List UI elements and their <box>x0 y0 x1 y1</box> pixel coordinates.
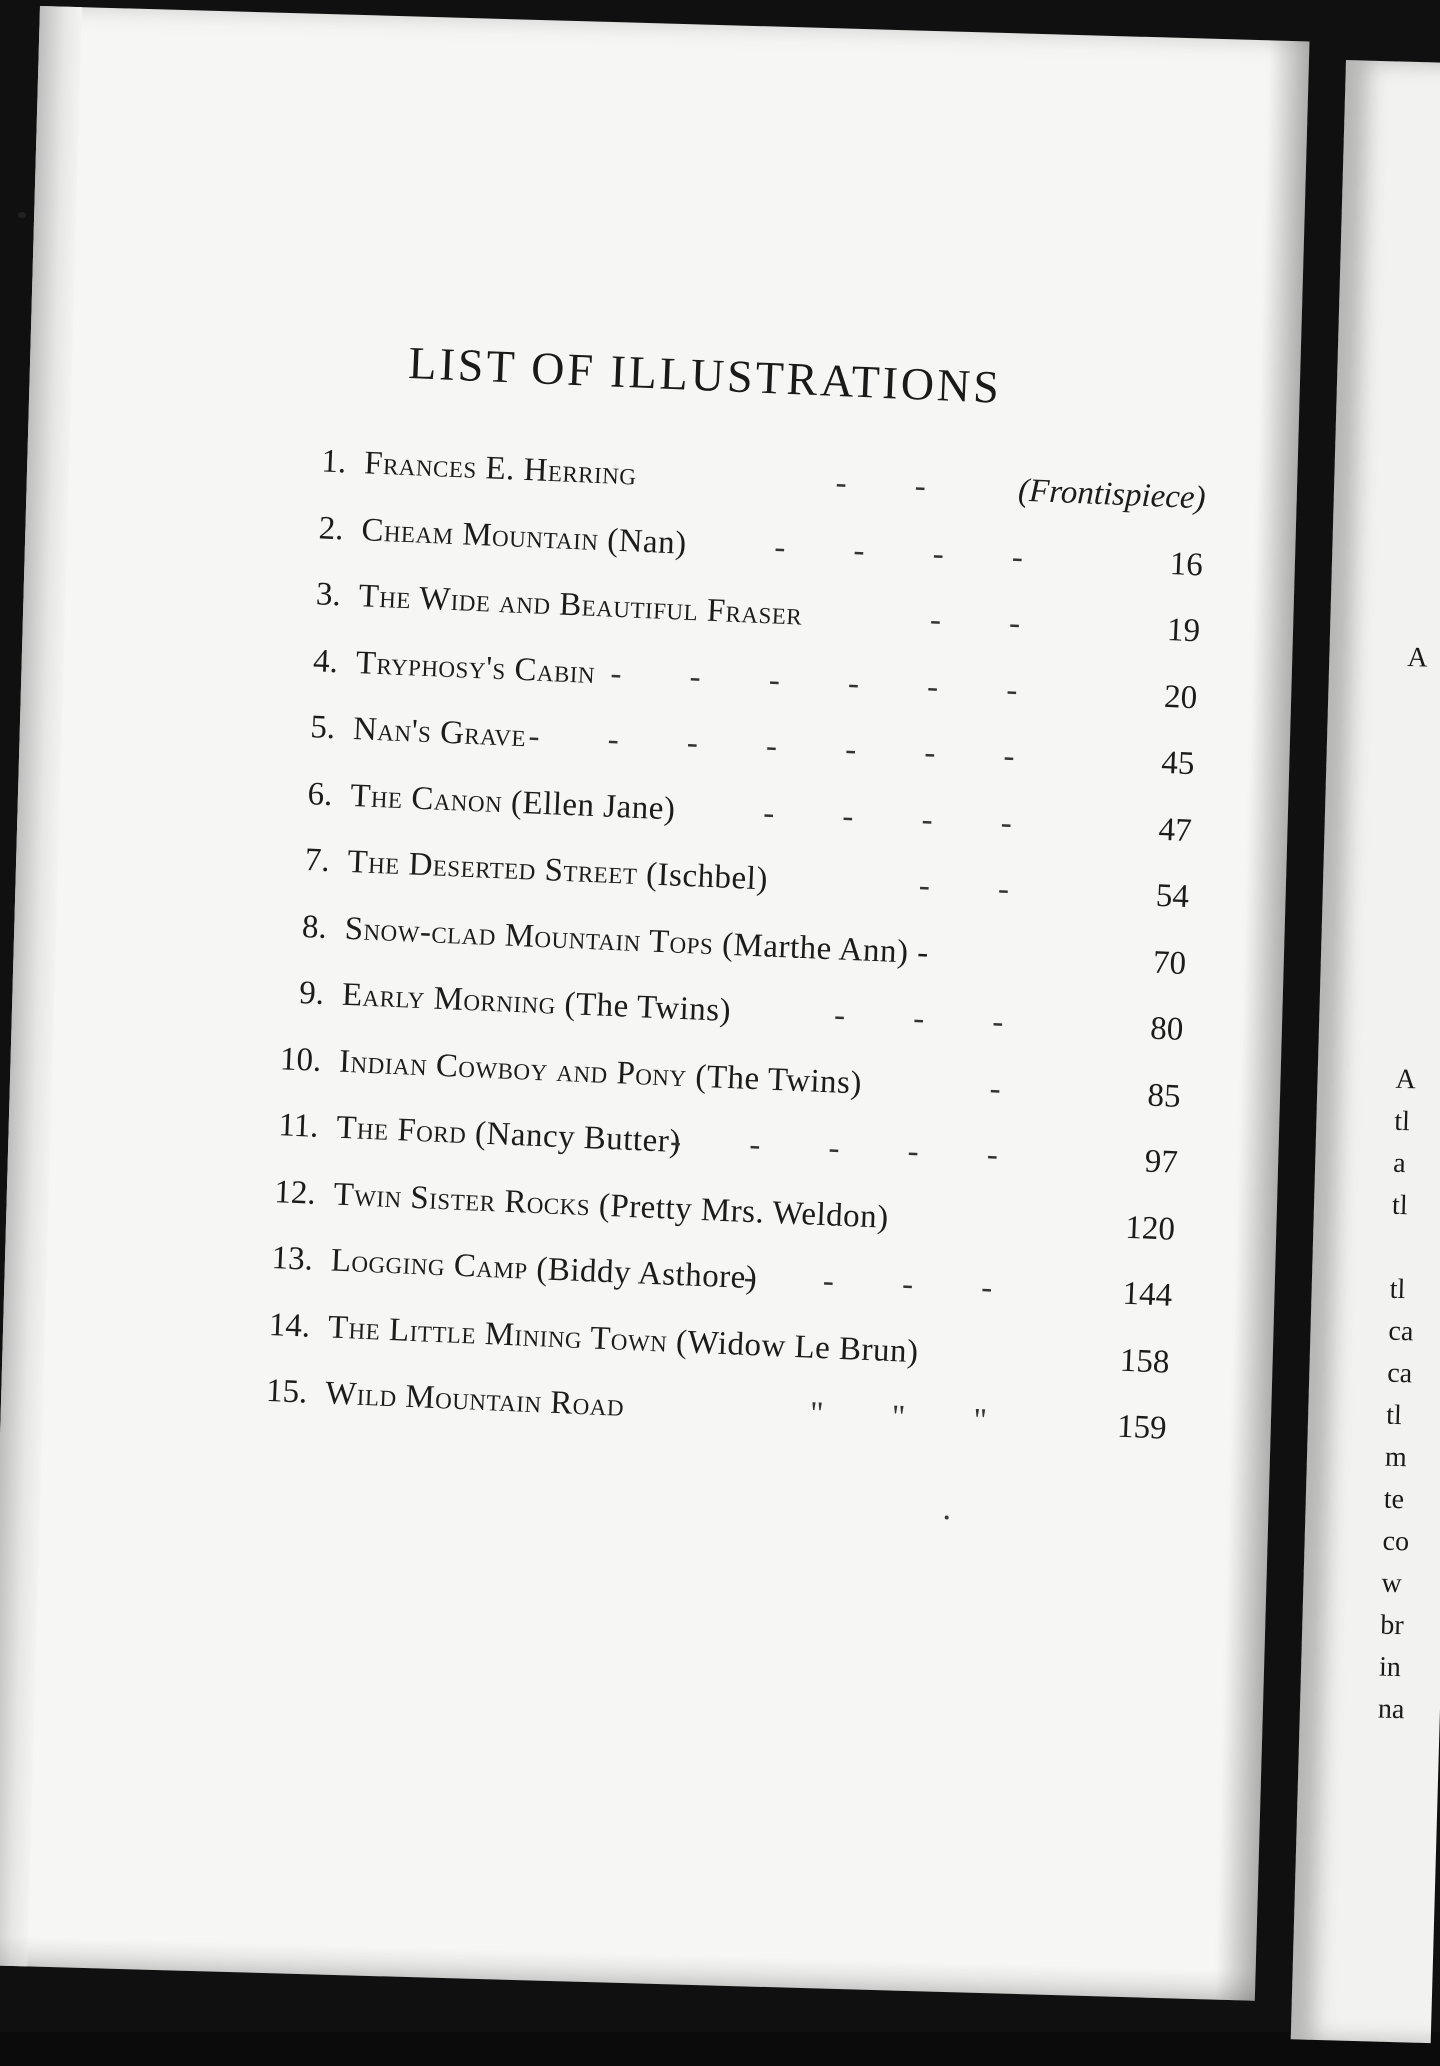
entry-subtitle: (The Twins) <box>563 986 732 1030</box>
entry-title-text: Nan's Grave <box>352 710 527 755</box>
entry-page-number: 120 <box>1124 1209 1176 1248</box>
facing-line: in <box>1378 1651 1402 1684</box>
entry-number: 5. <box>309 709 336 747</box>
entry-page-number: 158 <box>1119 1342 1171 1381</box>
entry-subtitle: (Pretty Mrs. Weldon) <box>598 1187 890 1236</box>
facing-line: m <box>1384 1441 1408 1474</box>
facing-line: w <box>1381 1567 1403 1600</box>
entry-leader: - - <box>918 867 1040 909</box>
page-title: LIST OF ILLUSTRATIONS <box>407 336 1003 413</box>
entry-number: 3. <box>315 576 342 614</box>
entry-number: 1. <box>320 443 348 481</box>
facing-line: tl <box>1393 1105 1411 1138</box>
entry-leader: - - - - - - <box>609 655 1049 710</box>
entry-leader: - - - - <box>743 1259 1024 1308</box>
facing-line: A <box>1395 1063 1417 1096</box>
entry-title-text: Tryphosy's Cabin <box>355 644 596 691</box>
entry-title-text: Frances E. Herring <box>363 445 638 493</box>
facing-line: ca <box>1388 1315 1414 1348</box>
entry-subtitle: (Ellen Jane) <box>510 784 677 828</box>
entry-title-text: The Canon <box>349 777 504 820</box>
entry-subtitle: (Biddy Asthore) <box>535 1251 759 1297</box>
entry-page-number: 159 <box>1116 1408 1168 1447</box>
entry-number: 10. <box>279 1040 323 1079</box>
entry-subtitle: (Widow Le Brun) <box>675 1323 920 1370</box>
entry-subtitle: (The Twins) <box>694 1058 863 1102</box>
entry-number: 2. <box>318 509 345 547</box>
entry-subtitle: (Nan) <box>606 521 688 562</box>
entry-leader: - - <box>929 602 1051 644</box>
entry-title-text: The Ford <box>335 1109 468 1152</box>
entry-title-text: The Little Mining Town <box>327 1308 669 1360</box>
speck <box>945 1515 949 1519</box>
entry-page-number: 85 <box>1146 1077 1182 1115</box>
entry-title <box>364 445 638 493</box>
entry-subtitle: (Nancy Butter) <box>474 1115 682 1161</box>
entry-title-text: The Wide and Beautiful Fraser <box>357 578 804 633</box>
facing-line: a <box>1392 1147 1407 1180</box>
entry-page-number: (Frontispiece) <box>1017 472 1207 517</box>
entry-leader: - - - - - <box>669 1123 1029 1175</box>
entry-title-text: Wild Mountain Road <box>324 1375 625 1424</box>
entry-title-text: Twin Sister Rocks <box>332 1176 591 1223</box>
entry-page-number: 47 <box>1157 811 1193 849</box>
entry-number: 7. <box>304 842 331 880</box>
entry-page-number: 54 <box>1155 877 1190 916</box>
entry-leader: - - - - <box>773 528 1054 577</box>
entry-number: 15. <box>265 1372 309 1411</box>
illustrations-list <box>245 442 1206 1477</box>
entry-number: 8. <box>301 908 328 946</box>
entry-number: 4. <box>312 642 339 680</box>
entry-number: 13. <box>270 1240 314 1278</box>
entry-title-text: Cheam Mountain <box>360 511 600 558</box>
entry-subtitle: (Ischbel) <box>645 856 769 898</box>
facing-line: co <box>1382 1525 1410 1558</box>
entry-title-text: Snow-clad Mountain Tops <box>344 910 715 962</box>
facing-line: A <box>1406 641 1429 674</box>
entry-leader: - - - <box>833 997 1035 1042</box>
entry-title-text: Indian Cowboy and Pony <box>338 1043 688 1094</box>
facing-line: br <box>1379 1609 1405 1642</box>
entry-page-number: 80 <box>1149 1010 1185 1048</box>
entry-leader: - - - - - - - <box>527 718 1046 776</box>
entry-number: 9. <box>298 974 325 1012</box>
entry-page-number: 70 <box>1152 944 1187 982</box>
entry-number: 12. <box>273 1173 317 1212</box>
entry-subtitle: (Marthe Ann) - <box>721 926 930 971</box>
entry-page-number: 45 <box>1160 744 1196 783</box>
entry-leader: - - <box>834 464 957 506</box>
entry-page-number: 16 <box>1169 545 1204 583</box>
entry-title-text: The Deserted Street <box>346 843 639 892</box>
entry-number: 14. <box>268 1306 311 1345</box>
entry-page-number: 144 <box>1121 1275 1173 1314</box>
speck <box>18 212 26 218</box>
facing-line: te <box>1383 1483 1405 1516</box>
facing-line: na <box>1377 1693 1405 1726</box>
entry-page-number: 97 <box>1143 1143 1179 1181</box>
entry-page-number: 19 <box>1166 611 1201 650</box>
facing-line: ca <box>1386 1357 1413 1390</box>
entry-title-text: Logging Camp <box>330 1242 529 1287</box>
entry-title <box>352 711 526 755</box>
facing-line: tl <box>1385 1399 1403 1432</box>
facing-line: tl <box>1389 1273 1406 1306</box>
entry-title-text: Early Morning <box>341 976 557 1022</box>
entry-leader: - <box>988 1070 1032 1109</box>
facing-line: tl <box>1391 1189 1409 1222</box>
entry-page-number: 20 <box>1163 678 1198 716</box>
entry-leader: " " " <box>809 1395 1018 1441</box>
entry-leader: - - - - <box>762 794 1043 843</box>
entry-number: 11. <box>277 1107 320 1145</box>
entry-number: 6. <box>306 775 334 813</box>
